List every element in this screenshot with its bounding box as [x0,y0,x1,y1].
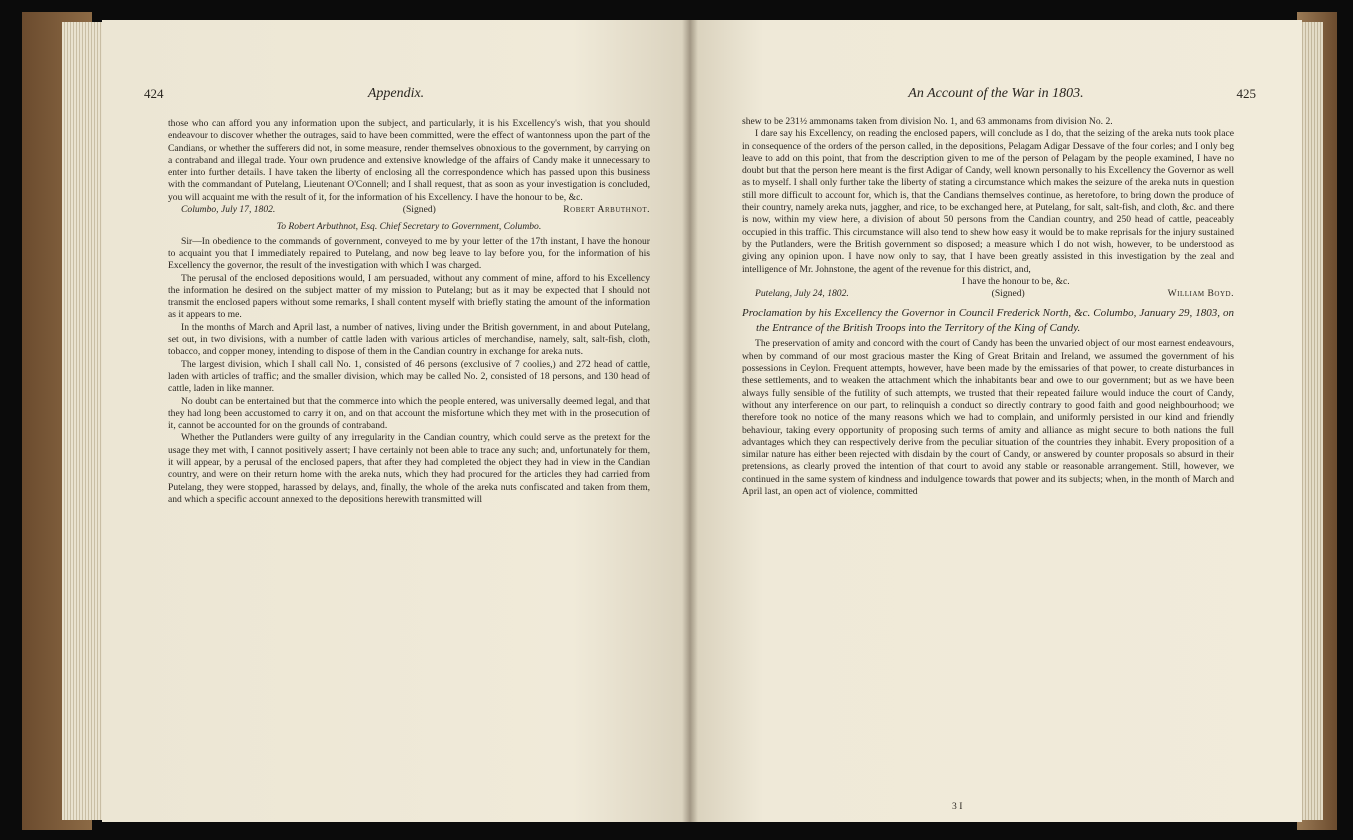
right-paragraph-3: The preservation of amity and concord with the court of Candy has been the unvaried object of our most earnest endeavours, when by command of our most gracious master the King of Great Britain and Ireland, we assumed the government of his possessions in Ceylon. Frequent attempts, however, have been made by the emissaries of that power, to create disturbances in these settlements, and to weaken the attachment which the inhabitants bear and owe to our government; but as we have been always fully sensible of the futility of such attempts, we trusted that their repeated failure would induce the court of Candy, without any interference on our part, to relinquish a conduct so directly contrary to good faith and good neighbourhood; we therefore took no notice of the many reasons which we had to complain, and uniformly persisted in our kind and friendly behaviour, taking every opportunity of proposing such terms of amity and alliance as might secure to both nations the full advantages which they can respectively derive from the peculiar situation of the countries they inhabit. Every proposition of a similar nature has either been rejected with disdain by the court of Candy, or answered by counter proposals so absurd in their pretensions, as clearly proved the intention of that court to avoid any stable or reasonable arrangement. Still, however, we continued in the same system of kindness and indulgence towards that power and its subjects; when, in the month of March and April last, an open act of violence, committed [742,338,1234,498]
book-gutter [682,20,698,822]
left-paragraph-3: The perusal of the enclosed depositions would, I am persuaded, without any comment of mine, afford to his Excellency the information he desired on the subject matter of my mission to Putelang; but as it may be expected that I should not transmit the enclosed papers without some remarks, I shall content myself with briefly stating the amount of the information as it appears to me. [168,272,650,321]
right-page-text [742,116,1234,498]
signature-mark: 3 I [952,801,963,812]
proclamation-heading: Proclamation by his Excellency the Governor in Council Frederick North, &c. Columbo, January 29, 1803, on the Entrance of the British Troops into the Territory of the King of Candy. [742,307,1234,335]
right-page [690,20,1302,822]
left-page-header [102,86,690,106]
left-paragraph-5: The largest division, which I shall call No. 1, consisted of 46 persons (exclusive of 7 coolies,) and 272 head of cattle, laden with articles of traffic; and the smaller division, which may be called No. 2, consisted of 18 persons, and 130 head of cattle, laden in like manner. [168,358,650,395]
left-sig-name: Robert Arbuthnot. [563,204,650,216]
right-sig-signed: (Signed) [991,288,1025,300]
left-signature-1 [168,204,650,216]
left-sig-signed: (Signed) [402,204,436,216]
right-paragraph-2: I dare say his Excellency, on reading the enclosed papers, will conclude as I do, that the seizing of the areka nuts took place in consequence of the orders of the person called, in the depositions, Pelagam Adigar Dessave of the four corles; and I only beg leave to add on this point, that from the description given to me of the person of Pelagam by the people examined, I have no doubt but that the person here meant is the first Adigar of Candy, well known personally to his Excellency the Governor as well as to myself. I shall only further take the liberty of stating a circumstance which makes the seizure of the areka nuts in question still more difficult to account for, which is, that the Candians themselves continue, as heretofore, to bring down the produce of their country, namely areka nuts, jaggher, and rice, to be exchanged here, at Putelang, for salt, salt-fish, and cloth, &c. and there is now, within my view here, a division of about 50 persons from the Candian country, and 250 head of cattle, peaceably occupied in this traffic. This circumstance will also tend to shew how easy it would be to make reprisals for the injury sustained by the Putlanders, were the British government so disposed; a measure which I do not wish, however, to be understood as giving any opinion upon. I have now only to say, that I have been greatly assisted in this investigation by the zeal and intelligence of Mr. Johnstone, the agent of the revenue for this district, and, [742,128,1234,275]
left-page-text [168,118,650,506]
page-edges-left [62,22,107,820]
left-paragraph-2: Sir—In obedience to the commands of government, conveyed to me by your letter of the 17th instant, I have the honour to acquaint you that I immediately repaired to Putelang, and now beg leave to lay before you, for the information of his Excellency the governor, the result of the investigation with which I was charged. [168,235,650,272]
right-sig-name: William Boyd. [1167,288,1234,300]
left-letter-heading: To Robert Arbuthnot, Esq. Chief Secretary to Government, Columbo. [276,221,542,233]
right-closing: I have the honour to be, &c. [962,275,1070,287]
left-paragraph-6: No doubt can be entertained but that the commerce into which the people entered, was universally deemed legal, and that they had long been accustomed to carry it on, and on that account the misfortune which they met with in the prosecution of it, cannot be accounted for on the grounds of contraband. [168,395,650,432]
left-page-number: 424 [144,86,164,101]
left-paragraph-7: Whether the Putlanders were guilty of any irregularity in the Candian country, which could serve as the pretext for the usage they met with, I cannot positively assert; I have certainly not been able to trace any such; and, unfortunately for them, it will appear, by a perusal of the enclosed papers, that after they had completed the object they had in view in the Candian country, and were on their return home with the areka nuts, which they had procured for the articles they had carried from Putelang, they were stopped, harassed by delays, and, finally, the whole of the areka nuts confiscated and taken from them, and which a specific account annexed to the depositions herewith transmitted will [168,432,650,505]
left-paragraph-1: those who can afford you any information upon the subject, and particularly, it is his Excellency's wish, that you should endeavour to discover whether the outrages, said to have been committed, were the effect of wantonness upon the part of the Candians, or whether the sufferers did not, in some measure, render themselves obnoxious to the government, by carrying on a contraband and illegal trade. Your own prudence and extensive knowledge of the affairs of Candy make it unnecessary to enter into further details. I have taken the liberty of enclosing all the correspondence which has passed upon this business with the commandant of Putelang, Lieutenant O'Connell; and I shall request, that as soon as your investigation is concluded, you will acquaint me with the result of it, for the information of his Excellency. I have the honour to be, &c. [168,118,650,203]
right-running-title: An Account of the War in 1803. [908,86,1084,101]
left-running-title: Appendix. [367,86,425,101]
left-page [102,20,690,822]
left-paragraph-4: In the months of March and April last, a number of natives, living under the British government, in and about Putelang, set out, in two divisions, with a number of cattle laden with various articles of merchandise, namely, salt, salt-fish, cloth, tobacco, and copper money, intending to dispose of them in the Candian country in exchange for areka nuts. [168,321,650,358]
right-page-number: 425 [1236,86,1256,101]
left-sig-place-date: Columbo, July 17, 1802. [181,204,276,216]
right-signature [742,288,1234,300]
right-page-header [690,86,1302,106]
right-sig-place-date: Putelang, July 24, 1802. [755,288,849,300]
open-book [22,12,1337,830]
right-paragraph-1: shew to be 231½ ammonams taken from division No. 1, and 63 ammonams from division No. 2. [742,116,1113,127]
